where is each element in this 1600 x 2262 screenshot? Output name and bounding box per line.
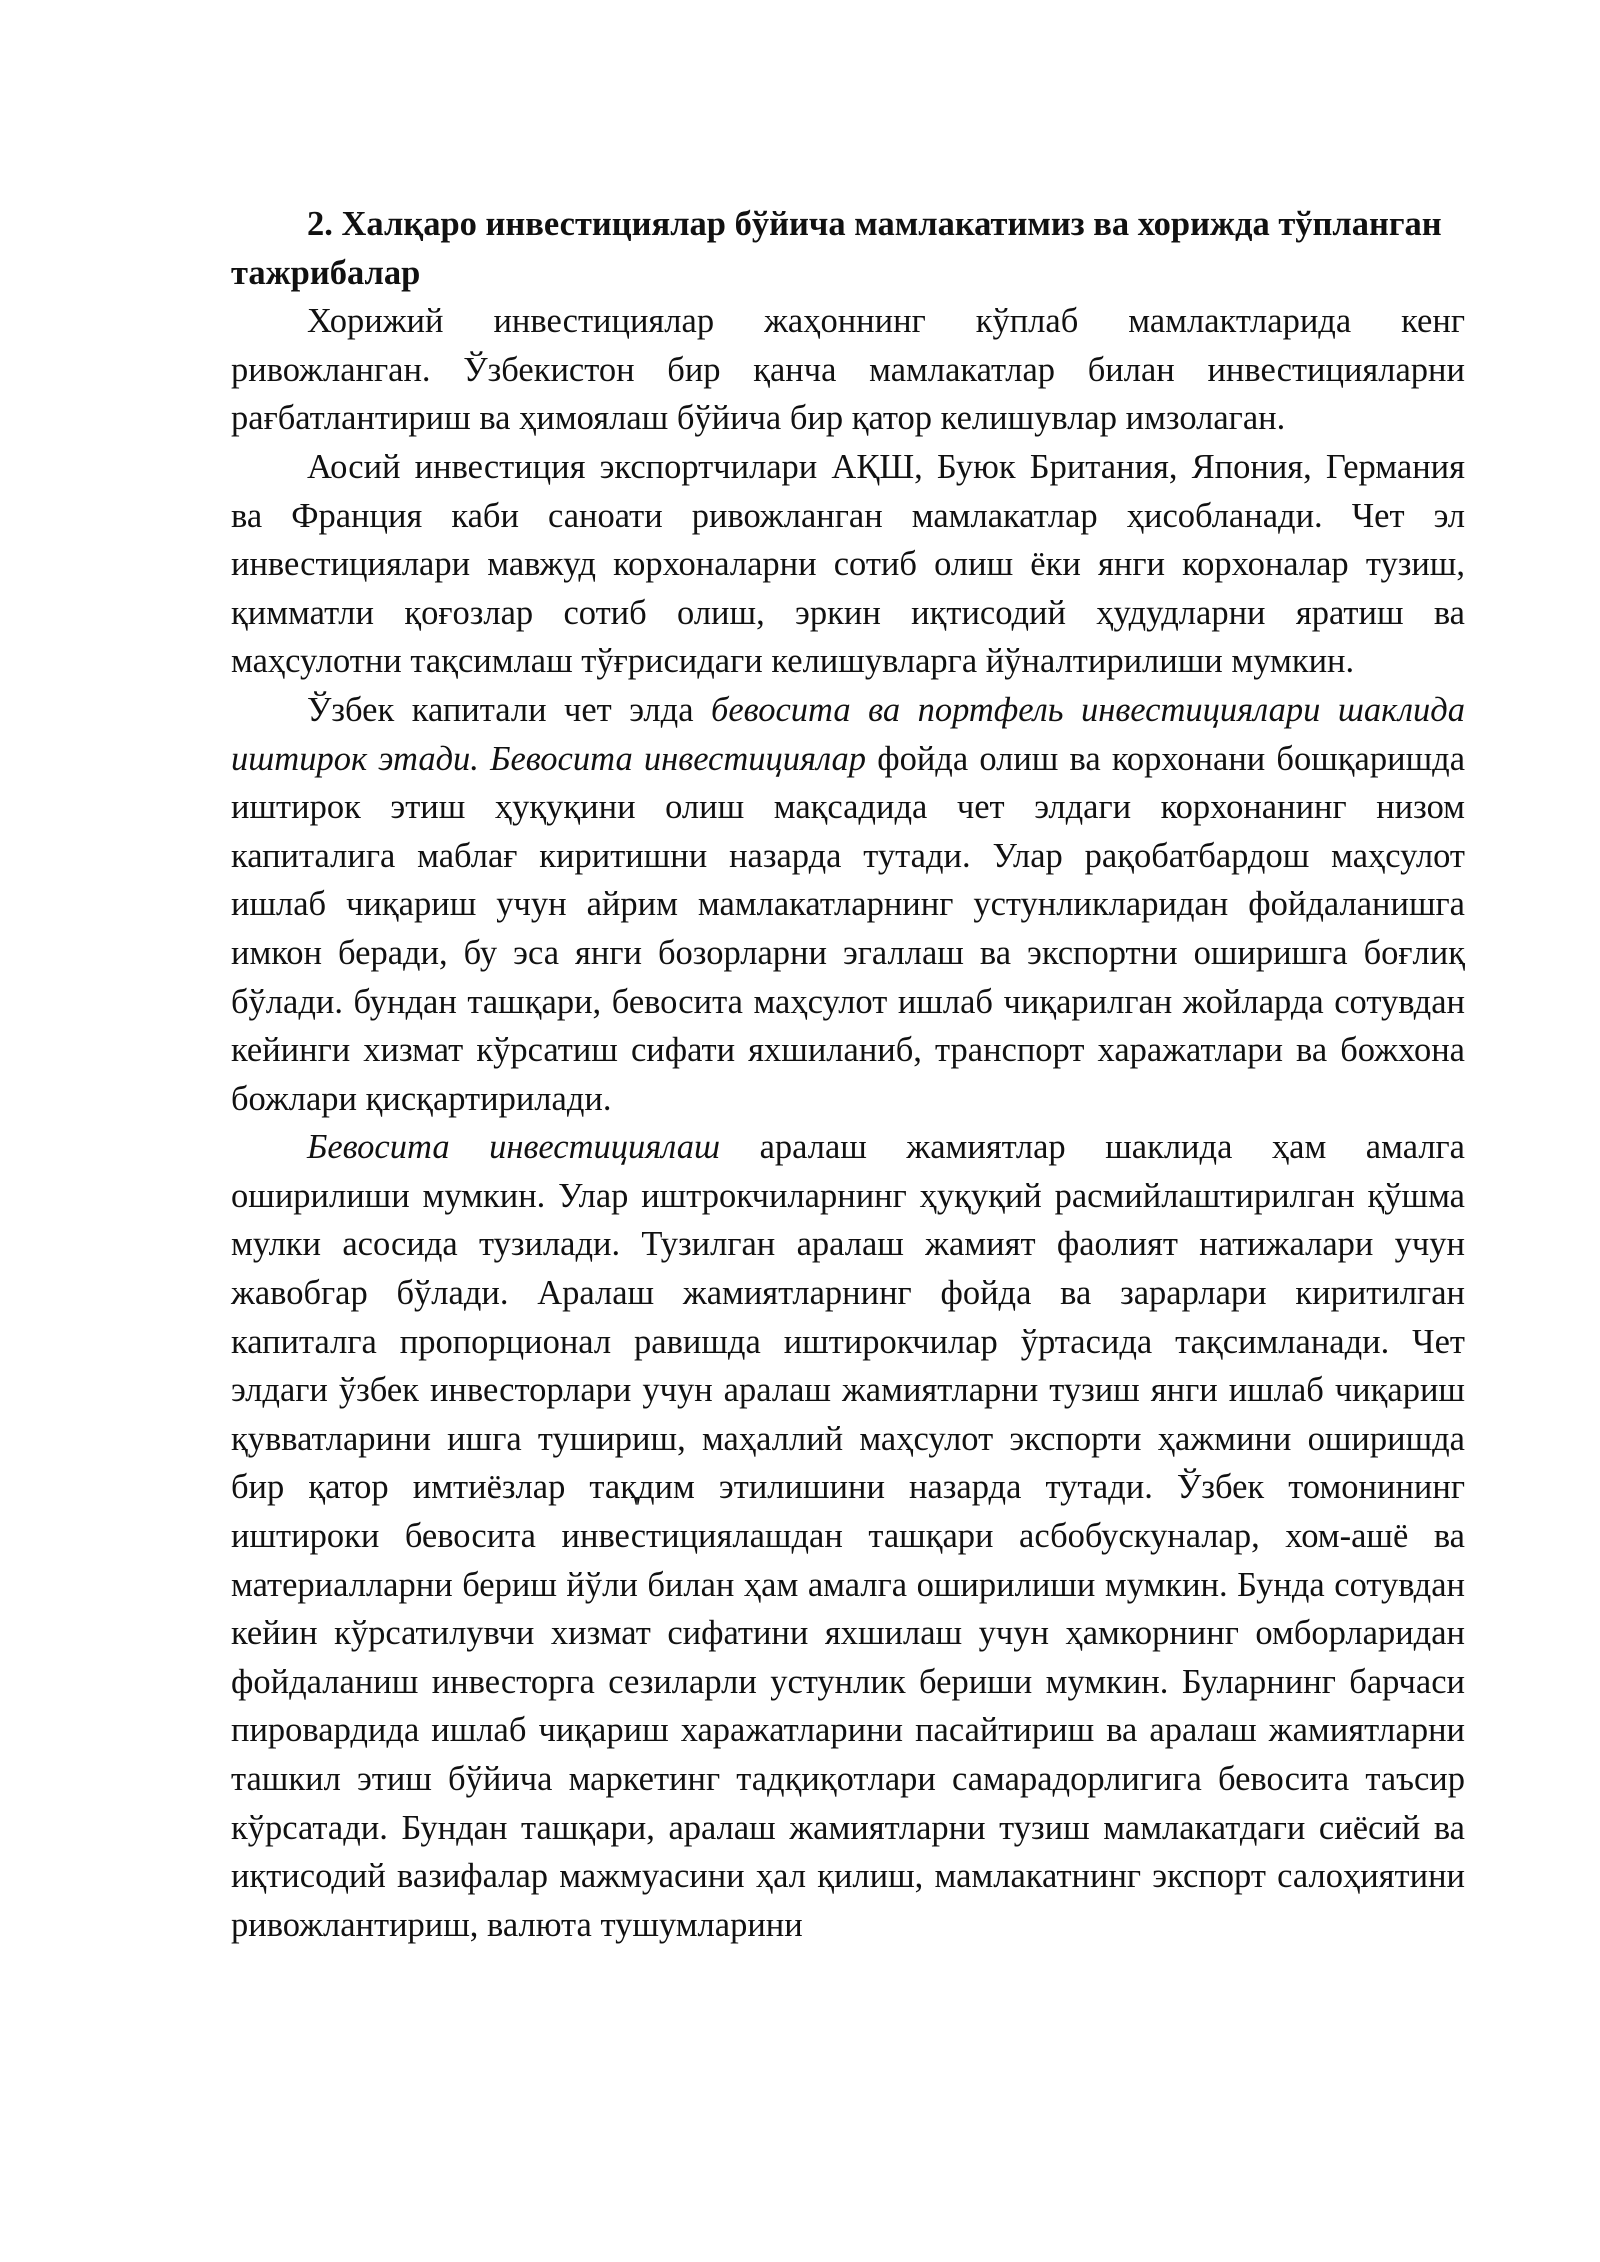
paragraph-1: Хорижий инвестициялар жаҳоннинг кўплаб мамлактларида кенг ривожланган. Ўзбекистон бир қанча мамлакатлар билан инвестицияларни рағбатлантириш ва ҳимоялаш бўйича бир қатор келишувлар имзолаган.	[231, 302, 1465, 438]
section-heading: 2. Халқаро инвестициялар бўйича мамлакатимиз ва хорижда тўпланган тажрибалар	[231, 205, 1442, 292]
paragraph-3-italic-term: бевосита ва портфель инвестициялари шаклида иштирок этади. Бевосита инвестициялар	[231, 690, 1465, 778]
document-page	[231, 200, 1465, 1949]
paragraph-2: Аосий инвестиция экспортчилари АҚШ, Буюк Британия, Япония, Германия ва Франция каби саноати ривожланган мамлакатлар ҳисобланади. Чет эл инвестициялари мавжуд корхоналарни сотиб олиш ёки янги корхоналар тузиш, қимматли қоғозлар сотиб олиш, эркин иқтисодий ҳудудларни яратиш ва маҳсулотни тақсимлаш тўғрисидаги келишувларга йўналтирилиши мумкин.	[231, 447, 1465, 681]
paragraph-3-text-start: Ўзбек капитали чет элда	[307, 690, 712, 729]
paragraph-3-text-rest: фойда олиш ва корхонани бошқаришда иштирок этиш ҳуқуқини олиш мақсадида чет элдаги корхонанинг низом капиталига маблағ киритишни назарда тутади. Улар рақобатбардош маҳсулот ишлаб чиқариш учун айрим мамлакатларнинг устунликларидан фойдаланишга имкон беради, бу эса янги бозорларни эгаллаш ва экспортни оширишга боғлиқ бўлади. бундан ташқари, бевосита маҳсулот ишлаб чиқарилган жойларда сотувдан кейинги хизмат кўрсатиш сифати яхшиланиб, транспорт харажатлари ва божхона божлари қисқартирилади.	[231, 739, 1466, 1118]
paragraph-4-text-rest: аралаш жамиятлар шаклида ҳам амалга оширилиши мумкин. Улар иштрокчиларнинг ҳуқуқий расмийлаштирилган қўшма мулки асосида тузилади. Тузилган аралаш жамият фаолият натижалари учун жавобгар бўлади. Аралаш жамиятларнинг фойда ва зарарлари киритилган капиталга пропорционал равишда иштирокчилар ўртасида тақсимланади. Чет элдаги ўзбек инвесторлари учун аралаш жамиятларни тузиш янги ишлаб чиқариш қувватларини ишга тушириш, маҳаллий маҳсулот экспорти ҳажмини оширишда бир қатор имтиёзлар тақдим этилишини назарда тутади. Ўзбек томонининг иштироки бевосита инвестициялашдан ташқари асбобускуналар, хом-ашё ва материалларни бериш йўли билан ҳам амалга оширилиши мумкин. Бунда сотувдан кейин кўрсатилувчи хизмат сифатини яхшилаш учун ҳамкорнинг омборларидан фойдаланиш инвесторга сезиларли устунлик бериши мумкин. Буларнинг барчаси пировардида ишлаб чиқариш харажатларини пасайтириш ва аралаш жамиятларни ташкил этиш бўйича маркетинг тадқиқотлари самарадорлигига бевосита таъсир кўрсатади. Бундан ташқари, аралаш жамиятларни тузиш мамлакатдаги сиёсий ва иқтисодий вазифалар мажмуасини ҳал қилиш, мамлакатнинг экспорт салоҳиятини ривожлантириш, валюта тушумларини	[231, 1128, 1465, 1944]
paragraph-4-italic-term: Бевосита инвестициялаш	[307, 1128, 721, 1167]
paragraph-4	[231, 1123, 1465, 1949]
paragraph-3	[231, 686, 1465, 1123]
